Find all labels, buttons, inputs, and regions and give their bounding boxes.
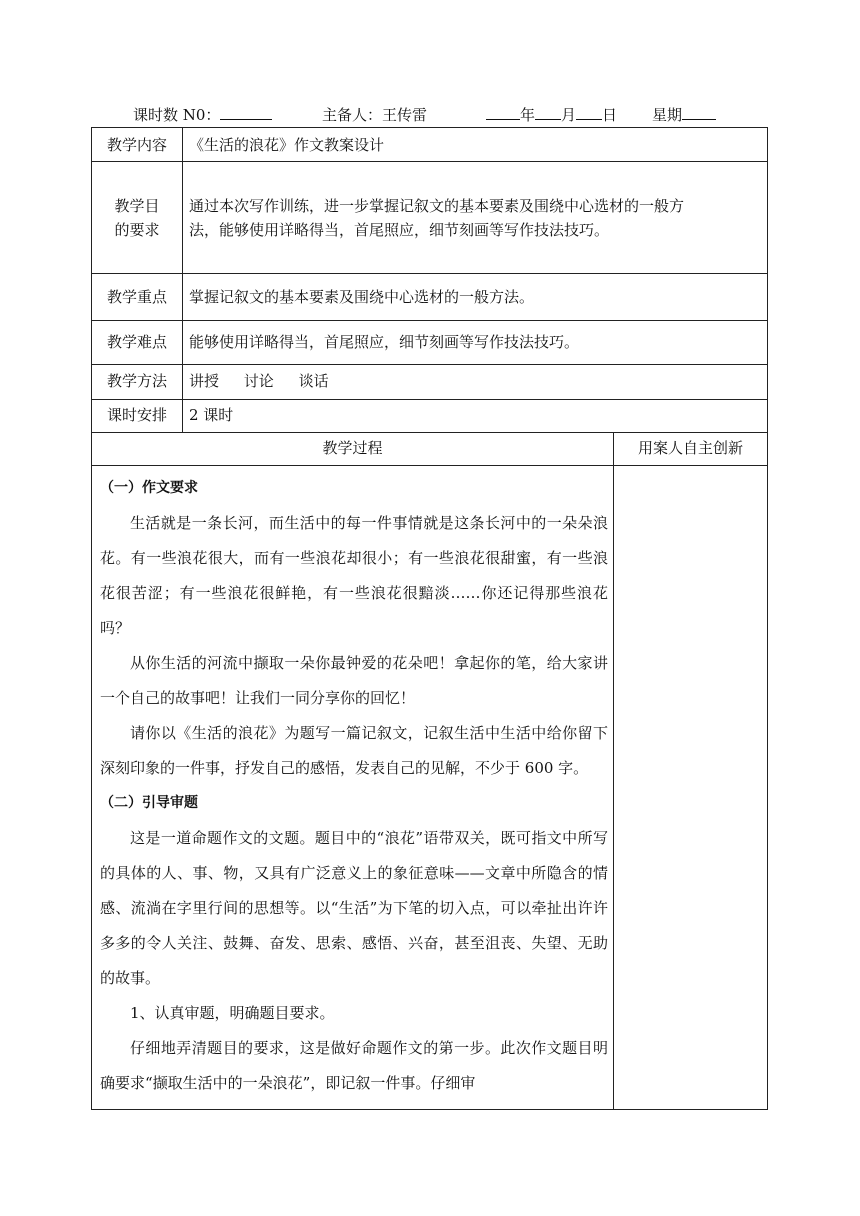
focus-value: 掌握记叙文的基本要素及围绕中心选材的一般方法。 [189,288,535,306]
method-item: 讲授 [189,372,220,390]
day-label: 日 [602,106,618,124]
month-label: 月 [561,106,577,124]
difficulty-value: 能够使用详略得当，首尾照应，细节刻画等写作技法技巧。 [189,333,580,351]
method-item: 讨论 [243,372,274,390]
section-heading: （一）作文要求 [100,480,198,496]
label-column-divider [182,128,183,432]
header-line [0,104,860,126]
paragraph: 仔细地弄清题目的要求，这是做好命题作文的第一步。此次作文题目明确要求“撷取生活中的一朵浪花”，即记叙一件事。仔细审 [100,1039,608,1092]
lesson-no-blank [220,104,272,120]
weekday [652,104,716,125]
schedule-value: 2 课时 [189,406,234,424]
row-divider [92,364,767,365]
paragraph: 从你生活的河流中撷取一朵你最钟爱的花朵吧！拿起你的笔，给大家讲一个自己的故事吧！让我们一同分享你的回忆！ [100,654,608,707]
paragraph: 生活就是一条长河，而生活中的每一件事情就是这条长河中的一朵朵浪花。有一些浪花很大，而有一些浪花却很小；有一些浪花很甜蜜，有一些浪花很苦涩；有一些浪花很鲜艳，有一些浪花很黯淡……你还记得那些浪花吗？ [100,514,608,637]
process-header: 教学过程 [322,439,383,457]
row-divider [92,399,767,400]
year-label: 年 [520,106,536,124]
process-body [100,471,608,1101]
goal-value-line2: 法，能够使用详略得当，首尾照应，细节刻画等写作技法技巧。 [189,221,610,239]
goal-label-line2: 的要求 [114,221,160,239]
row-divider [92,161,767,162]
paragraph: 这是一道命题作文的文题。题目中的“浪花”语带双关，既可指文中所写的具体的人、事、物，又具有广泛意义上的象征意味——文章中所隐含的情感、流淌在字里行间的思想等。以“生活”为下笔的切入点，可以牵扯出许许多多的令人关注、鼓舞、奋发、思索、感悟、兴奋，甚至沮丧、失望、无助的故事。 [100,829,608,987]
year-blank [486,104,520,120]
method-label: 教学方法 [106,372,167,390]
paragraph: 请你以《生活的浪花》为题写一篇记叙文，记叙生活中生活中给你留下深刻印象的一件事，抒发自己的感悟，发表自己的见解，不少于 600 字。 [100,724,608,777]
schedule-label: 课时安排 [106,406,167,424]
lesson-plan-table [91,127,768,1110]
preparer-label: 主备人： [322,106,383,124]
weekday-blank [682,104,716,120]
method-item: 谈话 [298,372,329,390]
preparer-name: 王传雷 [382,106,428,124]
content-value: 《生活的浪花》作文教案设计 [189,136,385,154]
date-fields [486,104,617,125]
difficulty-label: 教学难点 [106,333,167,351]
notes-header: 用案人自主创新 [637,439,743,457]
weekday-label: 星期 [652,106,683,124]
preparer [322,104,427,125]
lesson-no [133,104,272,125]
goal-value-line1: 通过本次写作训练，进一步掌握记叙文的基本要素及围绕中心选材的一般方 [189,197,685,215]
section-heading: （二）引导审题 [100,795,198,811]
day-blank [576,104,602,120]
content-label: 教学内容 [106,136,167,154]
paragraph: 1、认真审题，明确题目要求。 [130,1004,335,1022]
goal-label-line1: 教学目 [114,197,160,215]
method-items [189,370,329,392]
row-divider [92,320,767,321]
row-divider [92,273,767,274]
month-blank [535,104,561,120]
notes-cell [614,466,767,1109]
lesson-no-label: 课时数 N0： [133,106,221,124]
focus-label: 教学重点 [106,288,167,306]
row-divider [92,432,767,433]
